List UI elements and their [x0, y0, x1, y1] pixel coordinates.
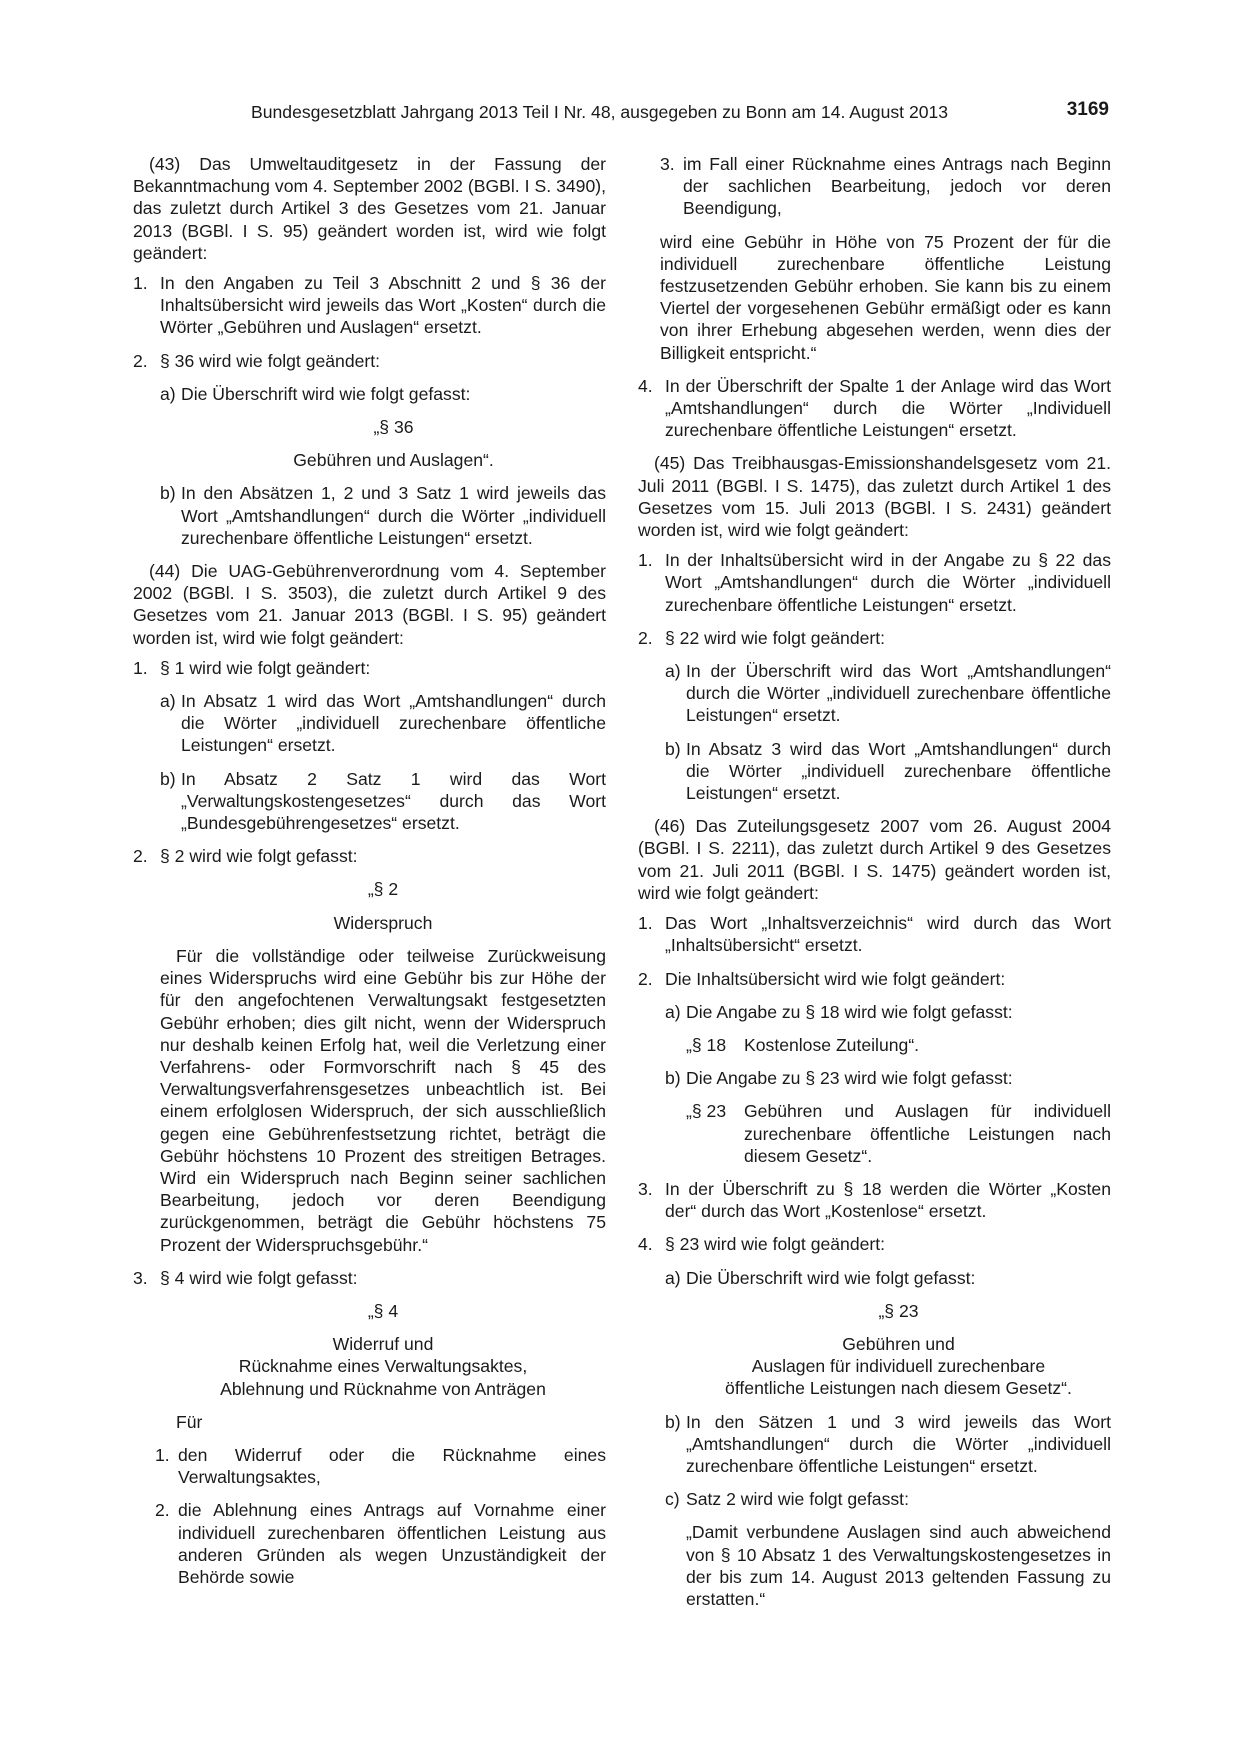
item-number: 2. [133, 846, 148, 867]
sub-item [133, 768, 606, 835]
sub-item [133, 690, 606, 757]
item-text: Die Inhaltsübersicht wird wie folgt geändert: [665, 968, 1006, 989]
sub-item [638, 1267, 1111, 1289]
quoted-title: Kostenlose Zuteilung“. [744, 1034, 920, 1055]
list-item [133, 272, 606, 339]
section-body: Für die vollständige oder teilweise Zurückweisung eines Widerspruchs wird eine Gebühr bis zur Höhe der für den angefochtenen Verwaltungsakt festgesetzten Gebühr erhoben; dies gilt nicht, wenn der Widerspruch nur deshalb keinen Erfolg hat, weil die Verletzung einer Verfahrens- oder Formvorschrift nach § 45 des Verwaltungsverfahrensgesetzes unbeachtlich ist. Bei einem erfolglosen Widerspruch, der sich ausschließlich gegen eine Gebührenfestsetzung richtet, beträgt die Gebühr höchstens 10 Prozent des streitigen Betrages. Wird ein Widerspruch nach Beginn seiner sachlichen Bearbeitung, jedoch vor deren Beendigung zurückgenommen, beträgt die Gebühr höchstens 75 Prozent der Widerspruchsgebühr.“ [160, 945, 606, 1255]
section-body: wird eine Gebühr in Höhe von 75 Prozent der für die individuell zurechenbare öffentliche Leistung festzusetzenden Gebühr erhoben. Sie kann bis zu einem Viertel der vorgesehenen Gebühr ermäßigt oder es kann von ihrer Erhebung abgesehen werden, wenn dies der Billigkeit entspricht.“ [660, 231, 1111, 363]
list-item [133, 350, 606, 372]
list-item [638, 627, 1111, 649]
item-number: 2. [638, 627, 653, 648]
sub-item-letter: b) [665, 1411, 681, 1432]
item-text: In der Überschrift der Spalte 1 der Anlage wird das Wort „Amtshandlungen“ durch die Wörter „Individuell zurechenbare öffentliche Leistungen“ ersetzt. [665, 375, 1111, 441]
item-text: In der Inhaltsübersicht wird in der Angabe zu § 22 das Wort „Amtshandlungen“ durch die Wörter „individuell zurechenbare öffentliche Leistungen“ ersetzt. [665, 550, 1111, 615]
section-number: „§ 2 [367, 879, 399, 900]
item-number: 1. [638, 550, 653, 571]
item-number: 2. [155, 1500, 170, 1521]
item-text: im Fall einer Rücknahme eines Antrags nach Beginn der sachlichen Bearbeitung, jedoch vor deren Beendigung, [683, 154, 1111, 219]
list-item [133, 1499, 606, 1588]
sub-item [133, 383, 606, 405]
quoted-section: „§ 23 [686, 1101, 727, 1122]
sub-item-letter: b) [665, 1068, 681, 1089]
paragraph-45: (45) Das Treibhausgas-Emissionshandelsgesetz vom 21. Juli 2011 (BGBl. I S. 1475), das zuletzt durch Artikel 1 des Gesetzes vom 15. Juli 2013 (BGBl. I S. 2431) geändert worden ist, wird wie folgt geändert: [638, 453, 1111, 541]
sub-item-text: In den Absätzen 1, 2 und 3 Satz 1 wird jeweils das Wort „Amtshandlungen“ durch die Wörter „individuell zurechenbare öffentliche Leistungen“ ersetzt. [181, 483, 606, 548]
item-text: Das Wort „Inhaltsverzeichnis“ wird durch das Wort „Inhaltsübersicht“ ersetzt. [665, 913, 1111, 956]
list-item [638, 153, 1111, 220]
item-number: 2. [133, 350, 148, 371]
paragraph-43: (43) Das Umweltauditgesetz in der Fassung der Bekanntmachung vom 4. September 2002 (BGBl. I S. 3490), das zuletzt durch Artikel 3 des Gesetzes vom 21. Januar 2013 (BGBl. I S. 95) geändert worden ist, wird wie folgt geändert: [133, 154, 606, 263]
quoted-entry [638, 1100, 1111, 1167]
list-item [638, 1178, 1111, 1222]
section-title: Gebühren und Auslagen“. [293, 450, 494, 471]
list-item [638, 375, 1111, 442]
list-item [638, 912, 1111, 956]
item-text: In der Überschrift zu § 18 werden die Wörter „Kosten der“ durch das Wort „Kostenlose“ ersetzt. [665, 1178, 1111, 1222]
sub-item-text: In den Sätzen 1 und 3 wird jeweils das Wort „Amtshandlungen“ durch die Wörter „individuell zurechenbare öffentliche Leistungen“ ersetzt. [686, 1411, 1111, 1476]
list-item [133, 1267, 606, 1289]
sub-item-letter: a) [160, 691, 176, 712]
header-title: Bundesgesetzblatt Jahrgang 2013 Teil I Nr. 48, ausgegeben zu Bonn am 14. August 2013 [251, 102, 949, 122]
sub-item-letter: b) [665, 738, 681, 759]
quoted-entry [638, 1034, 1111, 1056]
sub-item-text: Die Angabe zu § 23 wird wie folgt gefasst: [686, 1068, 1013, 1089]
sub-item-letter: a) [665, 1001, 681, 1022]
section-title: Widerspruch [333, 912, 433, 933]
sub-item-letter: a) [160, 383, 176, 404]
section-title: öffentliche Leistungen nach diesem Gesetz“. [725, 1378, 1072, 1399]
left-column [133, 153, 606, 1588]
item-text: § 36 wird wie folgt geändert: [160, 350, 381, 371]
section-number: „§ 23 [878, 1300, 919, 1321]
sub-item-letter: b) [160, 483, 176, 504]
sub-item-letter: b) [160, 768, 176, 789]
list-item [638, 549, 1111, 616]
sub-item [133, 482, 606, 549]
item-text: § 1 wird wie folgt geändert: [160, 657, 371, 678]
item-number: 1. [638, 913, 653, 934]
sub-item-text: In Absatz 3 wird das Wort „Amtshandlungen“ durch die Wörter „individuell zurechenbare öffentliche Leistungen“ ersetzt. [686, 738, 1111, 804]
list-item [133, 1444, 606, 1488]
item-text: In den Angaben zu Teil 3 Abschnitt 2 und § 36 der Inhaltsübersicht wird jeweils das Wort „Kosten“ durch die Wörter „Gebühren und Auslagen“ ersetzt. [160, 273, 606, 338]
section-body: Für [176, 1411, 203, 1432]
section-title: Gebühren und [842, 1333, 955, 1354]
section-number: „§ 4 [367, 1300, 399, 1321]
sub-item [638, 660, 1111, 727]
section-number: „§ 36 [373, 417, 414, 438]
page-number: 3169 [1066, 99, 1109, 120]
sub-item-text: In der Überschrift wird das Wort „Amtshandlungen“ durch die Wörter „individuell zurechenbare öffentliche Leistungen“ ersetzt. [686, 661, 1111, 726]
item-text: § 22 wird wie folgt geändert: [665, 627, 886, 648]
item-number: 1. [133, 273, 148, 294]
quoted-text: „Damit verbundene Auslagen sind auch abweichend von § 10 Absatz 1 des Verwaltungskostengesetzes in der bis zum 14. August 2013 geltenden Fassung zu erstatten.“ [686, 1522, 1111, 1609]
item-text: die Ablehnung eines Antrags auf Vornahme einer individuell zurechenbaren öffentlichen Leistung aus anderen Gründen als wegen Unzuständigkeit der Behörde sowie [178, 1500, 606, 1587]
item-text: § 23 wird wie folgt geändert: [665, 1234, 886, 1255]
sub-item-text: Die Überschrift wird wie folgt gefasst: [181, 383, 471, 404]
list-item [638, 968, 1111, 990]
sub-item [638, 1488, 1111, 1510]
paragraph-44: (44) Die UAG-Gebührenverordnung vom 4. September 2002 (BGBl. I S. 3503), die zuletzt durch Artikel 9 des Gesetzes vom 21. Januar 2013 (BGBl. I S. 95) geändert worden ist, wird wie folgt geändert: [133, 561, 606, 648]
right-column [638, 153, 1111, 1610]
sub-item-letter: a) [665, 1267, 681, 1288]
sub-item [638, 1001, 1111, 1023]
item-number: 3. [638, 1178, 653, 1199]
item-text: den Widerruf oder die Rücknahme eines Verwaltungsaktes, [178, 1444, 606, 1488]
sub-item [638, 1411, 1111, 1478]
item-number: 2. [638, 968, 653, 989]
list-item [133, 845, 606, 867]
quoted-title: Gebühren und Auslagen für individuell zurechenbare öffentliche Leistungen nach diesem Gesetz“. [744, 1101, 1111, 1166]
sub-item-text: Die Angabe zu § 18 wird wie folgt gefasst: [686, 1001, 1013, 1022]
page-header [251, 101, 1109, 125]
sub-item-letter: a) [665, 661, 681, 682]
quoted-section: „§ 18 [686, 1034, 727, 1055]
sub-item [638, 738, 1111, 805]
item-number: 1. [133, 657, 148, 678]
section-title: Ablehnung und Rücknahme von Anträgen [220, 1378, 546, 1399]
section-title: Rücknahme eines Verwaltungsaktes, [238, 1356, 528, 1377]
list-item [638, 1233, 1111, 1255]
section-title: Widerruf und [332, 1334, 434, 1355]
sub-item-text: Die Überschrift wird wie folgt gefasst: [686, 1267, 976, 1288]
sub-item [638, 1067, 1111, 1089]
sub-item-text: In Absatz 2 Satz 1 wird das Wort „Verwaltungskostengesetzes“ durch das Wort „Bundesgebührengesetzes“ ersetzt. [181, 768, 606, 834]
section-title: Auslagen für individuell zurechenbare [751, 1356, 1046, 1377]
item-text: § 2 wird wie folgt gefasst: [160, 846, 358, 867]
item-text: § 4 wird wie folgt gefasst: [160, 1267, 358, 1288]
sub-item-letter: c) [665, 1489, 680, 1510]
item-number: 4. [638, 375, 653, 396]
sub-item-text: Satz 2 wird wie folgt gefasst: [686, 1489, 909, 1510]
item-number: 3. [660, 154, 675, 174]
paragraph-46: (46) Das Zuteilungsgesetz 2007 vom 26. August 2004 (BGBl. I S. 2211), das zuletzt durch Artikel 9 des Gesetzes vom 21. Juli 2011 (BGBl. I S. 1475) geändert worden ist, wird wie folgt geändert: [638, 816, 1111, 903]
sub-item-text: In Absatz 1 wird das Wort „Amtshandlungen“ durch die Wörter „individuell zurechenbare öffentliche Leistungen“ ersetzt. [181, 691, 606, 756]
item-number: 3. [133, 1267, 148, 1288]
item-number: 4. [638, 1234, 653, 1255]
list-item [133, 657, 606, 679]
item-number: 1. [155, 1444, 170, 1465]
